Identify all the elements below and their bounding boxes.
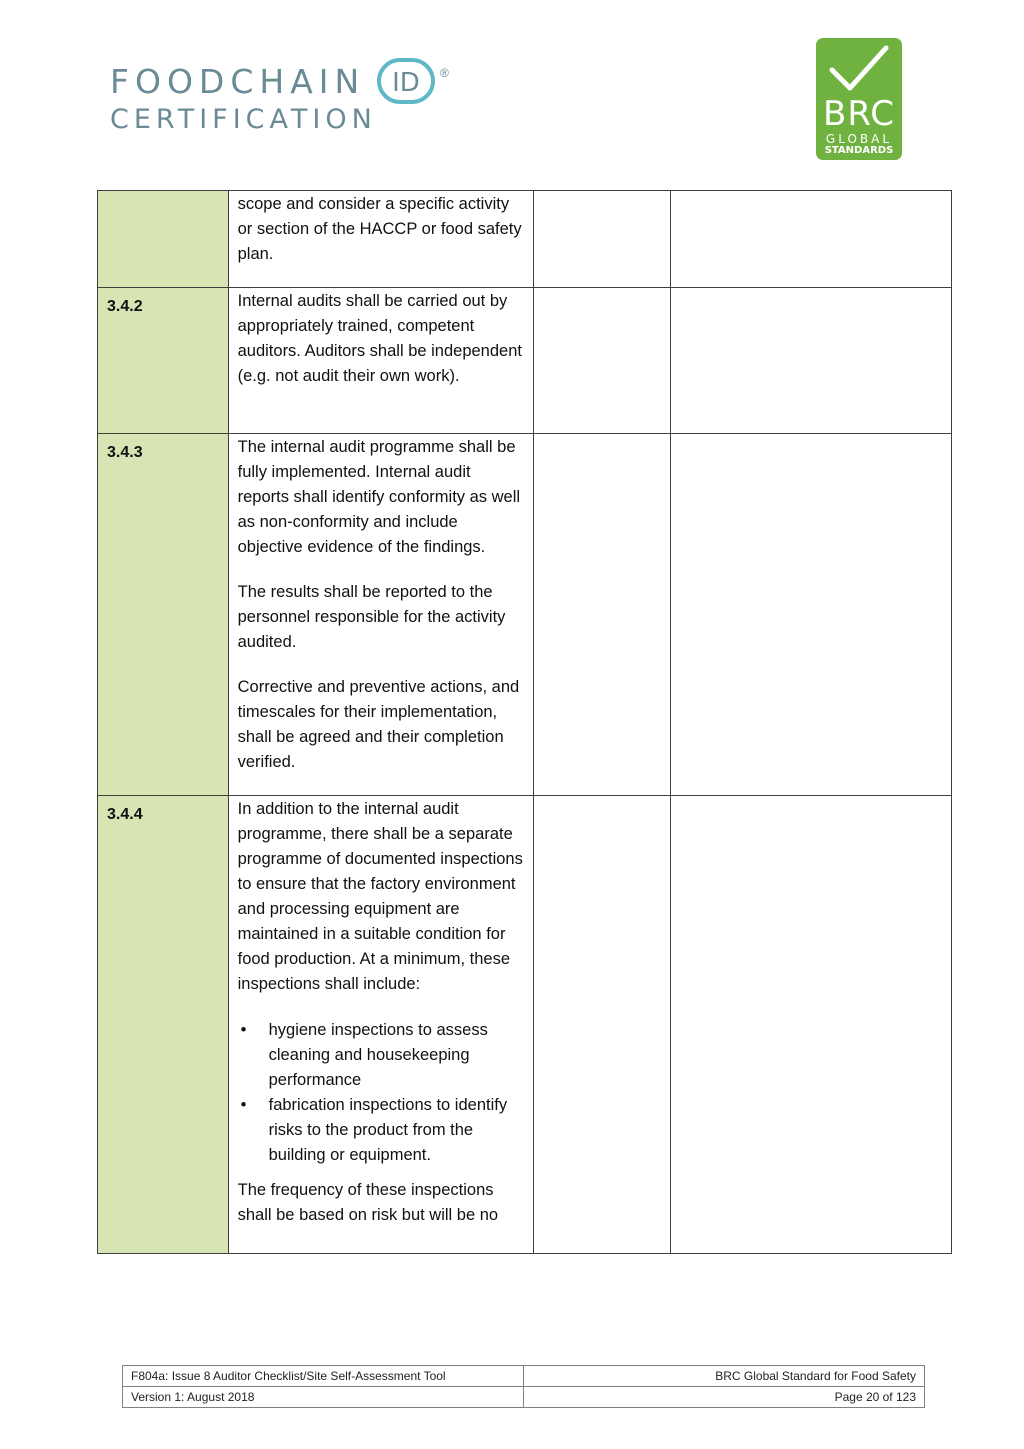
requirement-text: scope and consider a specific activity or section of the HACCP or food safety plan. (237, 195, 522, 263)
table-row (98, 191, 952, 288)
brc-text: BRC (823, 94, 895, 134)
evidence-cell[interactable] (533, 191, 670, 288)
id-badge-icon (376, 56, 436, 106)
requirement-text: Internal audits shall be carried out by appropriately trained, competent auditors. Auditors shall be independent (e.g. not audit their own work). (237, 292, 522, 385)
requirements-table (97, 190, 952, 1254)
footer-standard: BRC Global Standard for Food Safety (524, 1366, 925, 1387)
page-footer (122, 1365, 925, 1408)
comments-cell[interactable] (671, 191, 952, 288)
clause-number-cell: 3.4.3 (98, 434, 229, 796)
requirement-cell (228, 191, 533, 288)
table-row (98, 434, 952, 796)
evidence-cell[interactable] (533, 796, 670, 1254)
comments-cell[interactable] (671, 288, 952, 434)
registered-mark: ® (440, 66, 449, 80)
requirement-cell (228, 796, 533, 1254)
list-item: • hygiene inspections to assess cleaning and housekeeping performance (269, 1018, 525, 1093)
logo-word-certification: CERTIFICATION (110, 104, 377, 135)
requirement-text: The frequency of these inspections shall be based on risk but will be no (237, 1181, 499, 1224)
evidence-cell[interactable] (533, 434, 670, 796)
logo-word-foodchain: FOODCHAIN (110, 62, 366, 101)
table-row (98, 288, 952, 434)
requirement-cell (228, 434, 533, 796)
clause-number-cell: 3.4.4 (98, 796, 229, 1254)
footer-version: Version 1: August 2018 (123, 1387, 524, 1408)
evidence-cell[interactable] (533, 288, 670, 434)
requirement-text: The internal audit programme shall be fully implemented. Internal audit reports shall identify conformity as well as non-conformity and include objective evidence of the findings. (237, 438, 521, 556)
requirement-text: In addition to the internal audit programme, there shall be a separate programme of documented inspections to ensure that the factory environment and processing equipment are maintained in a suitable condition for food production. At a minimum, these inspections shall include: (237, 800, 523, 993)
footer-page-number: Page 20 of 123 (524, 1387, 925, 1408)
id-badge-text: ID (392, 68, 420, 98)
checkmark-icon (826, 44, 892, 94)
requirement-cell (228, 288, 533, 434)
global-text: GLOBAL (825, 132, 893, 146)
foodchain-id-logo (110, 62, 470, 142)
table-row (98, 796, 952, 1254)
comments-cell[interactable] (671, 434, 952, 796)
standards-text: STANDARDS (824, 145, 894, 156)
inspection-list (238, 1018, 525, 1168)
brc-global-standards-logo (816, 38, 902, 160)
comments-cell[interactable] (671, 796, 952, 1254)
footer-doc-title: F804a: Issue 8 Auditor Checklist/Site Self-Assessment Tool (123, 1366, 524, 1387)
clause-number-cell: 3.4.2 (98, 288, 229, 434)
clause-number-cell (98, 191, 229, 288)
requirement-text: Corrective and preventive actions, and timescales for their implementation, shall be agreed and their completion verified. (237, 678, 520, 771)
list-item: • fabrication inspections to identify risks to the product from the building or equipment. (269, 1093, 525, 1168)
requirement-text: The results shall be reported to the personnel responsible for the activity audited. (237, 583, 506, 651)
